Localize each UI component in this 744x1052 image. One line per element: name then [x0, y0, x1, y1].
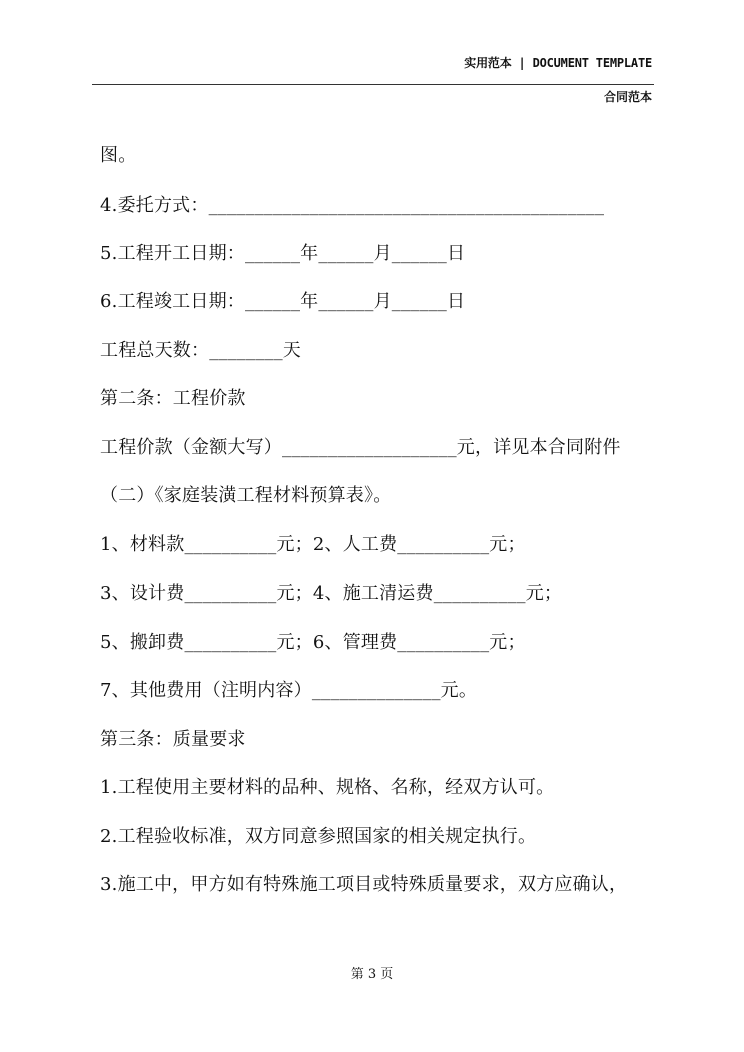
page-header-subtitle: 合同范本 — [603, 90, 652, 104]
body-line: 图。 — [100, 145, 137, 166]
section-heading: 第二条：工程价款 — [100, 388, 246, 409]
body-line: 1、材料款__________元；2、人工费__________元； — [100, 534, 526, 555]
body-line: 7、其他费用（注明内容）______________元。 — [100, 680, 478, 701]
body-line: 工程总天数：________天 — [100, 340, 301, 361]
body-line: 4.委托方式：___________________________________________ — [100, 195, 605, 216]
body-line: 5、搬卸费__________元；6、管理费__________元； — [100, 632, 526, 653]
header-divider — [92, 84, 654, 85]
body-line: 5.工程开工日期：______年______月______日 — [100, 243, 466, 264]
body-line: 工程价款（金额大写）___________________元，详见本合同附件 — [100, 437, 621, 458]
section-heading: 第三条：质量要求 — [100, 729, 246, 750]
body-line: 2.工程验收标准，双方同意参照国家的相关规定执行。 — [100, 826, 537, 847]
body-line: （二）《家庭装潢工程材料预算表》。 — [100, 485, 392, 506]
page-number: 第 3 页 — [350, 967, 394, 982]
body-line: 3.施工中，甲方如有特殊施工项目或特殊质量要求，双方应确认， — [100, 874, 628, 895]
body-line: 6.工程竣工日期：______年______月______日 — [100, 291, 466, 312]
body-line: 1.工程使用主要材料的品种、规格、名称，经双方认可。 — [100, 777, 555, 798]
body-line: 3、设计费__________元；4、施工清运费__________元； — [100, 583, 563, 604]
page-header-title: 实用范本 | DOCUMENT TEMPLATE — [464, 56, 652, 70]
